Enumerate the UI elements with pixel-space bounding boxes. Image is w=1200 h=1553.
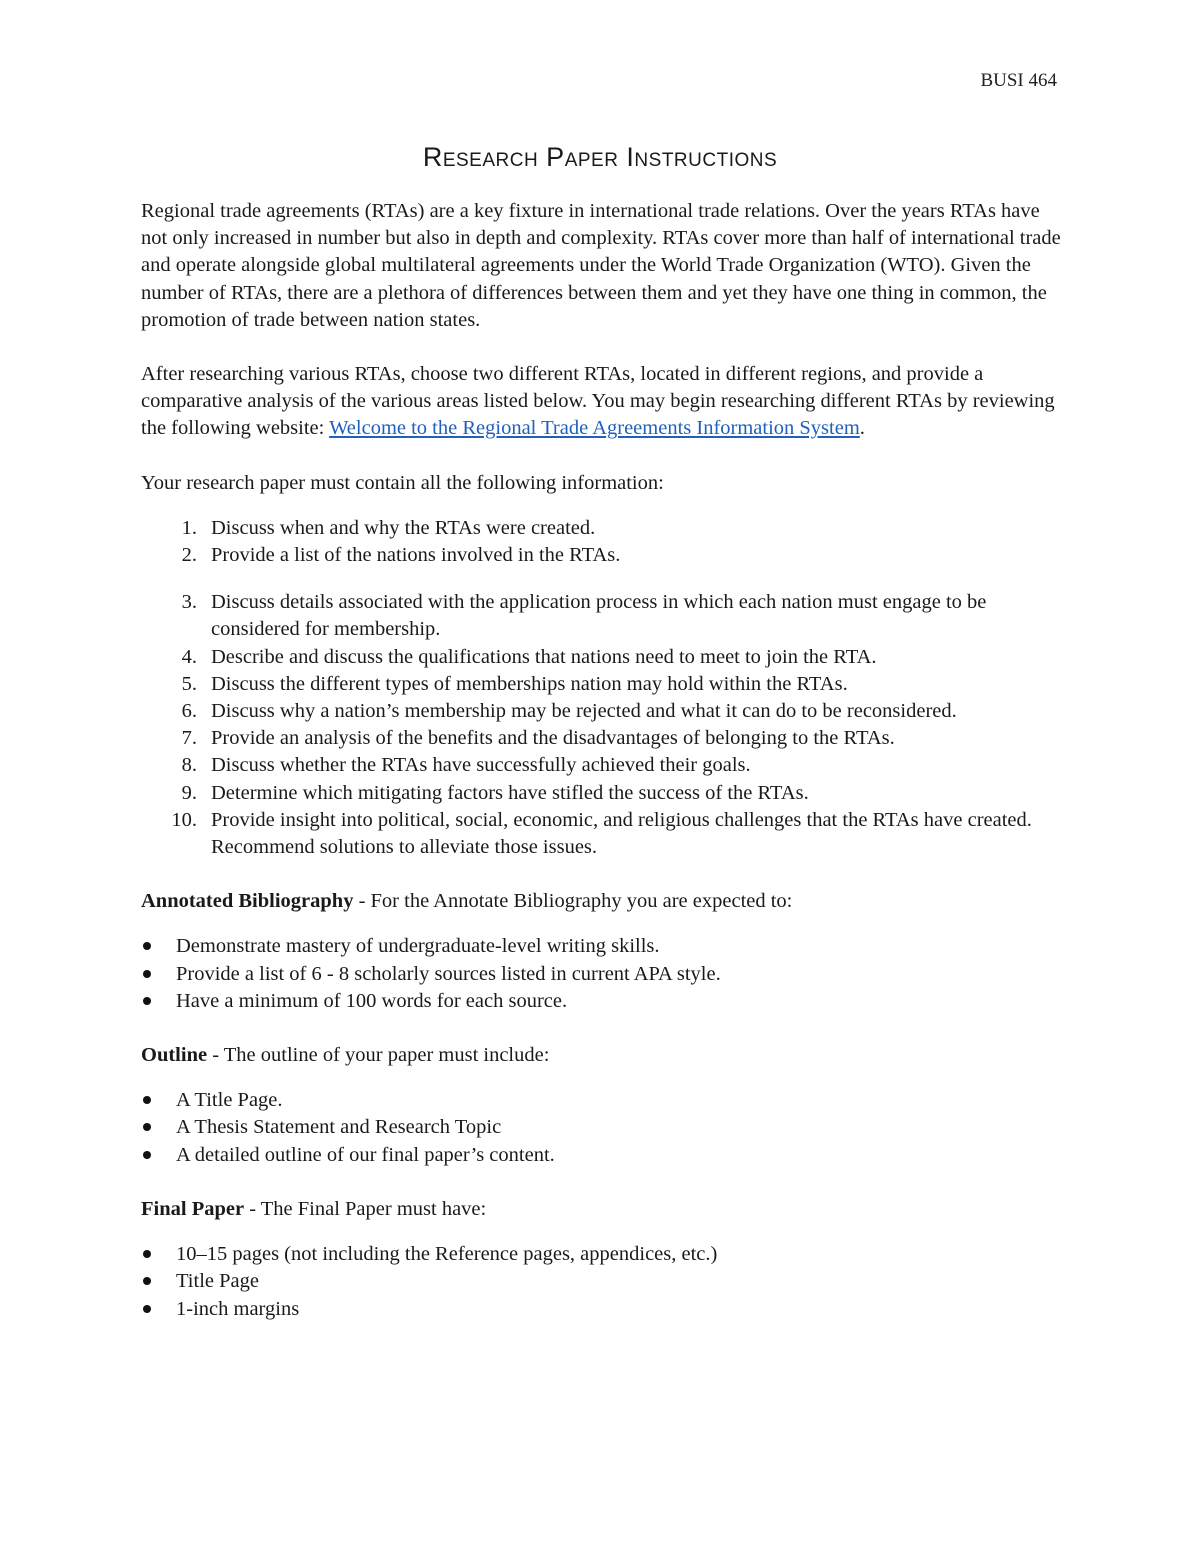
list-item-text: Discuss the different types of memberships nation may hold within the RTAs. [211,672,848,695]
bullet-icon [143,1277,151,1285]
list-number: 9. [181,781,197,804]
list-item-text: Provide insight into political, social, economic, and religious challenges that the RTAs have created. Recommend solutions to alleviate those issues. [211,808,1032,859]
bullet-icon [143,942,151,950]
list-number: 2. [181,544,197,567]
section-lead: - For the Annotate Bibliography you are expected to: [353,890,793,913]
list-item [141,1241,1061,1268]
list-item-text: Provide an analysis of the benefits and the disadvantages of belonging to the RTAs. [211,727,895,750]
list-number: 10. [171,808,197,831]
list-item [141,698,1061,725]
final-paper-heading [141,1196,1061,1223]
section-title: Outline [141,1044,208,1067]
list-item-text: A detailed outline of our final paper’s content. [176,1143,555,1166]
list-number: 1. [181,516,197,539]
section-lead: - The outline of your paper must include: [207,1044,550,1067]
list-item-text: Discuss why a nation’s membership may be rejected and what it can do to be reconsidered. [211,700,957,723]
list-item-text: A Thesis Statement and Research Topic [176,1116,502,1139]
section-title: Annotated Bibliography [141,890,354,913]
list-number: 4. [181,645,197,668]
list-number: 8. [181,754,197,777]
list-number: 5. [181,672,197,695]
list-item [141,542,1061,569]
section-title: Final Paper [141,1197,245,1220]
website-paragraph-text: After researching various RTAs, choose two different RTAs, located in different regions, and provide a comparative analysis of the various areas listed below. You may begin researching different RTAs by reviewing the following website: [141,363,1055,440]
list-item-text: Discuss details associated with the application process in which each nation must engage to be considered for membership. [211,591,987,641]
page-title: Research Paper Instructions [422,142,778,172]
bullet-icon [143,1096,151,1104]
list-item-text: Title Page [176,1270,259,1293]
list-item [141,644,1061,671]
bullet-icon [143,1123,151,1131]
list-item-text: Discuss when and why the RTAs were created. [211,516,596,539]
requirements-list [141,515,1061,861]
list-item [141,671,1061,698]
list-item [141,807,1061,861]
list-item [141,1142,1061,1169]
list-item [141,515,1061,542]
list-item-text: 10–15 pages (not including the Reference pages, appendices, etc.) [176,1243,718,1266]
list-number: 7. [181,727,197,750]
list-item-text: Provide a list of the nations involved in the RTAs. [211,544,621,567]
course-code: BUSI 464 [980,70,1057,91]
annotated-bibliography-heading [141,888,1061,915]
list-item [141,752,1061,779]
list-item-text: Discuss whether the RTAs have successfully achieved their goals. [211,754,751,777]
outline-list [141,1087,1061,1169]
list-number: 6. [181,700,197,723]
list-item [141,780,1061,807]
website-paragraph-end: . [859,417,865,440]
final-paper-list [141,1241,1061,1323]
list-item-text: Describe and discuss the qualifications that nations need to meet to join the RTA. [211,645,877,668]
document-body [141,198,1061,1323]
list-item [141,961,1061,988]
list-item-text: 1-inch margins [176,1297,300,1320]
rtais-website-link[interactable]: Welcome to the Regional Trade Agreements Information System [329,417,860,440]
list-item-text: Demonstrate mastery of undergraduate-level writing skills. [176,935,660,958]
list-item [141,1296,1061,1323]
list-item [141,589,1061,643]
list-item-text: Have a minimum of 100 words for each source. [176,989,568,1012]
section-lead: - The Final Paper must have: [244,1197,487,1220]
bullet-icon [143,1305,151,1313]
requirements-lead: Your research paper must contain all the following information: [141,471,664,494]
bullet-icon [143,997,151,1005]
list-item [141,933,1061,960]
list-item [141,1087,1061,1114]
list-number: 3. [181,591,197,614]
list-item [141,725,1061,752]
list-item [141,1268,1061,1295]
list-item-text: Provide a list of 6 - 8 scholarly sources listed in current APA style. [176,962,721,985]
list-item-text: A Title Page. [176,1089,283,1112]
list-item [141,1114,1061,1141]
list-item [141,988,1061,1015]
intro-paragraph: Regional trade agreements (RTAs) are a key fixture in international trade relations. Over the years RTAs have not only increased in number but also in depth and complexity. RTAs cover more than half of international trade and operate alongside global multilateral agreements under the World Trade Organization (WTO). Given the number of RTAs, there are a plethora of differences between them and yet they have one thing in common, the promotion of trade between nation states. [141,200,1061,331]
bullet-icon [143,1151,151,1159]
list-item-text: Determine which mitigating factors have stifled the success of the RTAs. [211,781,809,804]
outline-heading [141,1042,1061,1069]
website-paragraph [141,361,1061,443]
annotated-bibliography-list [141,933,1061,1015]
bullet-icon [143,1250,151,1258]
bullet-icon [143,970,151,978]
